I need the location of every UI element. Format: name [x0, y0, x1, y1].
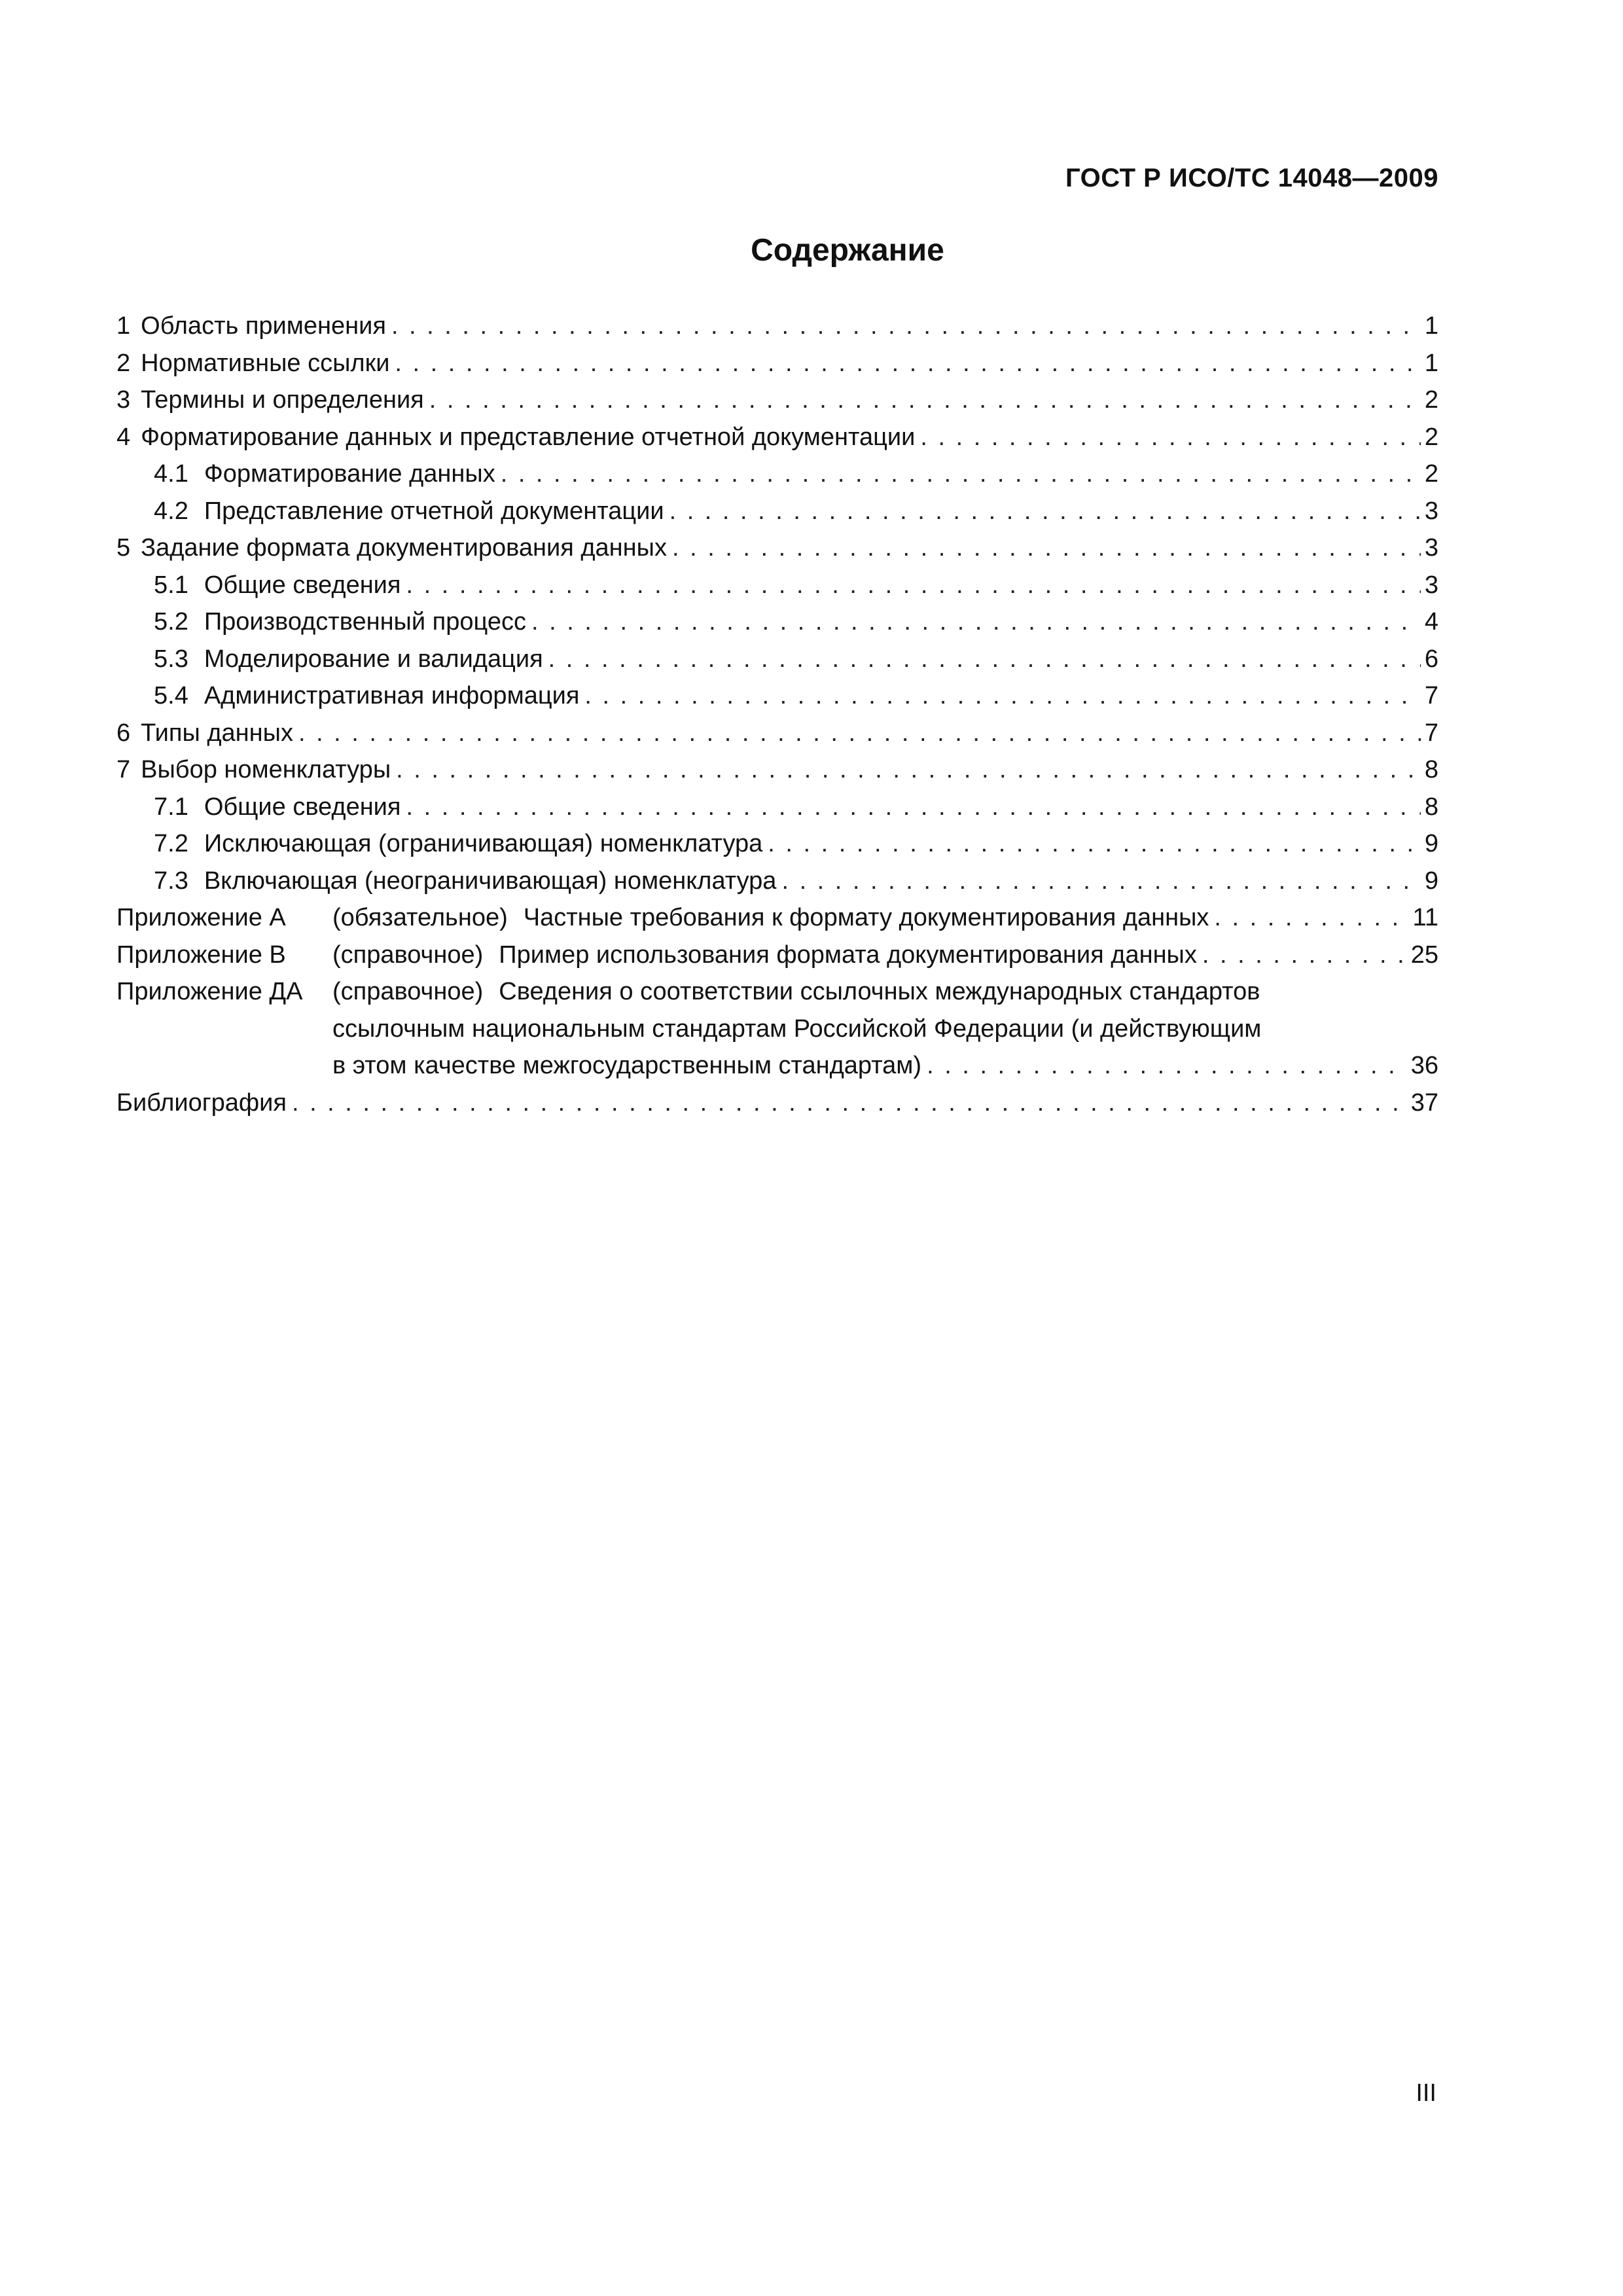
- toc-appendix-title: Сведения о соответствии ссылочных международных стандартов: [499, 978, 1260, 1005]
- toc-entry-number: 5.1: [154, 571, 188, 599]
- toc-dot-leader: [667, 529, 1421, 567]
- toc-dot-leader: [389, 345, 1420, 382]
- toc-entry-5-1[interactable]: [116, 567, 1438, 604]
- toc-dot-leader: [293, 715, 1421, 752]
- toc-appendix-page: 11: [1412, 904, 1438, 931]
- toc-appendix-a[interactable]: [116, 899, 1438, 937]
- toc-entry-label: Нормативные ссылки: [141, 349, 390, 377]
- toc-dot-leader: [287, 1085, 1407, 1122]
- toc-entry-label: Моделирование и валидация: [204, 645, 543, 673]
- toc-entry-2[interactable]: [116, 345, 1438, 382]
- toc-bibliography[interactable]: [116, 1085, 1438, 1122]
- toc-entry-label: Форматирование данных и представление отчетной документации: [141, 423, 916, 451]
- toc-dot-leader: [664, 493, 1421, 530]
- toc-dot-leader: [424, 382, 1421, 419]
- toc-appendix-label: Приложение А: [116, 904, 286, 931]
- toc-entry-page: 6: [1424, 645, 1438, 673]
- toc-dot-leader: [921, 1047, 1407, 1085]
- toc-dot-leader: [526, 603, 1421, 641]
- toc-appendix-line: [332, 1011, 1438, 1048]
- toc-entry-7[interactable]: [116, 751, 1438, 789]
- toc-dot-leader: [495, 456, 1421, 493]
- toc-entry-page: 9: [1424, 830, 1438, 857]
- toc-appendix-line: [332, 1047, 1438, 1085]
- toc-entry-label: Административная информация: [204, 682, 580, 709]
- toc-entry-5[interactable]: [116, 529, 1438, 567]
- table-of-contents: [116, 308, 1438, 1121]
- toc-entry-page: 2: [1424, 386, 1438, 414]
- toc-entry-page: 1: [1424, 349, 1438, 377]
- toc-entry-number: 7.2: [154, 830, 188, 857]
- toc-appendix-title-continued: ссылочным национальным стандартам Российской Федерации (и действующим: [332, 1014, 1262, 1043]
- toc-entry-4[interactable]: [116, 419, 1438, 456]
- toc-entry-page: 1: [1424, 312, 1438, 340]
- toc-appendix-b[interactable]: [116, 937, 1438, 974]
- toc-appendix-line: [332, 899, 1438, 937]
- toc-entry-page: 2: [1424, 460, 1438, 488]
- toc-appendix-status: (справочное): [332, 941, 484, 969]
- toc-dot-leader: [401, 567, 1421, 604]
- toc-appendix-title: Частные требования к формату документирования данных: [523, 904, 1209, 931]
- toc-entry-page: 3: [1424, 571, 1438, 599]
- toc-dot-leader: [1197, 937, 1407, 974]
- toc-appendix-body: [332, 973, 1438, 1085]
- toc-entry-5-4[interactable]: [116, 677, 1438, 715]
- toc-entry-5-3[interactable]: [116, 641, 1438, 678]
- toc-entry-7-1[interactable]: [116, 789, 1438, 826]
- toc-entry-page: 8: [1424, 756, 1438, 783]
- toc-entry-label: Термины и определения: [141, 386, 424, 414]
- toc-entry-number: 2: [116, 349, 131, 377]
- toc-entry-label: Форматирование данных: [204, 460, 495, 488]
- document-standard-id: ГОСТ Р ИСО/ТС 14048—2009: [1065, 164, 1438, 192]
- toc-title: Содержание: [751, 233, 944, 268]
- toc-dot-leader: [391, 751, 1421, 789]
- toc-entry-number: 4.1: [154, 460, 188, 488]
- toc-entry-number: 6: [116, 719, 131, 747]
- toc-entry-page: 7: [1424, 682, 1438, 709]
- toc-entry-4-1[interactable]: [116, 456, 1438, 493]
- toc-entry-label: Задание формата документирования данных: [141, 534, 667, 562]
- toc-entry-page: 2: [1424, 423, 1438, 451]
- toc-entry-page: 3: [1424, 497, 1438, 525]
- toc-entry-label: Область применения: [141, 312, 386, 340]
- toc-appendix-line: [332, 973, 1438, 1011]
- toc-entry-3[interactable]: [116, 382, 1438, 419]
- toc-entry-number: 5.2: [154, 608, 188, 636]
- toc-entry-page: 4: [1424, 608, 1438, 636]
- toc-entry-label: Типы данных: [141, 719, 293, 747]
- toc-entry-number: 1: [116, 312, 131, 340]
- toc-entry-5-2[interactable]: [116, 603, 1438, 641]
- toc-entry-number: 7.3: [154, 867, 188, 895]
- page-number: III: [1416, 2079, 1436, 2107]
- toc-appendix-label: Приложение ДА: [116, 978, 303, 1005]
- toc-dot-leader: [915, 419, 1421, 456]
- toc-entry-6[interactable]: [116, 715, 1438, 752]
- toc-dot-leader: [1209, 899, 1408, 937]
- toc-bibliography-page: 37: [1410, 1088, 1438, 1117]
- toc-dot-leader: [776, 863, 1420, 900]
- toc-entry-number: 3: [116, 386, 131, 414]
- toc-entry-label: Включающая (неограничивающая) номенклатура: [204, 867, 777, 895]
- toc-appendix-title: Пример использования формата документирования данных: [499, 941, 1197, 969]
- toc-entry-page: 3: [1424, 534, 1438, 562]
- toc-appendix-line: [332, 937, 1438, 974]
- toc-entry-number: 5.4: [154, 682, 188, 709]
- toc-appendix-body: [332, 899, 1438, 937]
- toc-entry-number: 5: [116, 534, 131, 562]
- toc-entry-7-3[interactable]: [116, 863, 1438, 900]
- toc-dot-leader: [386, 308, 1421, 345]
- toc-bibliography-label: Библиография: [116, 1088, 287, 1117]
- toc-entry-4-2[interactable]: [116, 493, 1438, 530]
- toc-entry-page: 9: [1424, 867, 1438, 895]
- toc-appendix-status: (обязательное): [332, 904, 508, 931]
- toc-entry-label: Общие сведения: [204, 793, 401, 821]
- toc-appendix-body: [332, 937, 1438, 974]
- toc-entry-label: Выбор номенклатуры: [141, 756, 391, 783]
- toc-dot-leader: [401, 789, 1421, 826]
- toc-dot-leader: [543, 641, 1421, 678]
- toc-entry-number: 4: [116, 423, 131, 451]
- toc-appendix-page: 25: [1410, 941, 1438, 969]
- toc-entry-label: Общие сведения: [204, 571, 401, 599]
- toc-entry-label: Исключающая (ограничивающая) номенклатура: [204, 830, 763, 857]
- toc-entry-7-2[interactable]: [116, 825, 1438, 863]
- toc-appendix-title-continued: в этом качестве межгосударственным стандартам): [332, 1052, 922, 1079]
- toc-appendix-status: (справочное): [332, 978, 484, 1005]
- toc-entry-number: 7: [116, 756, 131, 783]
- toc-entry-number: 7.1: [154, 793, 188, 821]
- toc-dot-leader: [579, 677, 1420, 715]
- toc-entry-1[interactable]: [116, 308, 1438, 345]
- toc-entry-page: 7: [1424, 719, 1438, 747]
- toc-entry-page: 8: [1424, 793, 1438, 821]
- toc-appendix-label: Приложение В: [116, 941, 286, 969]
- toc-dot-leader: [762, 825, 1421, 863]
- toc-appendix-da[interactable]: [116, 973, 1438, 1085]
- toc-entry-label: Представление отчетной документации: [204, 497, 664, 525]
- toc-entry-number: 5.3: [154, 645, 188, 673]
- toc-entry-label: Производственный процесс: [204, 608, 526, 636]
- toc-entry-number: 4.2: [154, 497, 188, 525]
- toc-appendix-page: 36: [1410, 1052, 1438, 1079]
